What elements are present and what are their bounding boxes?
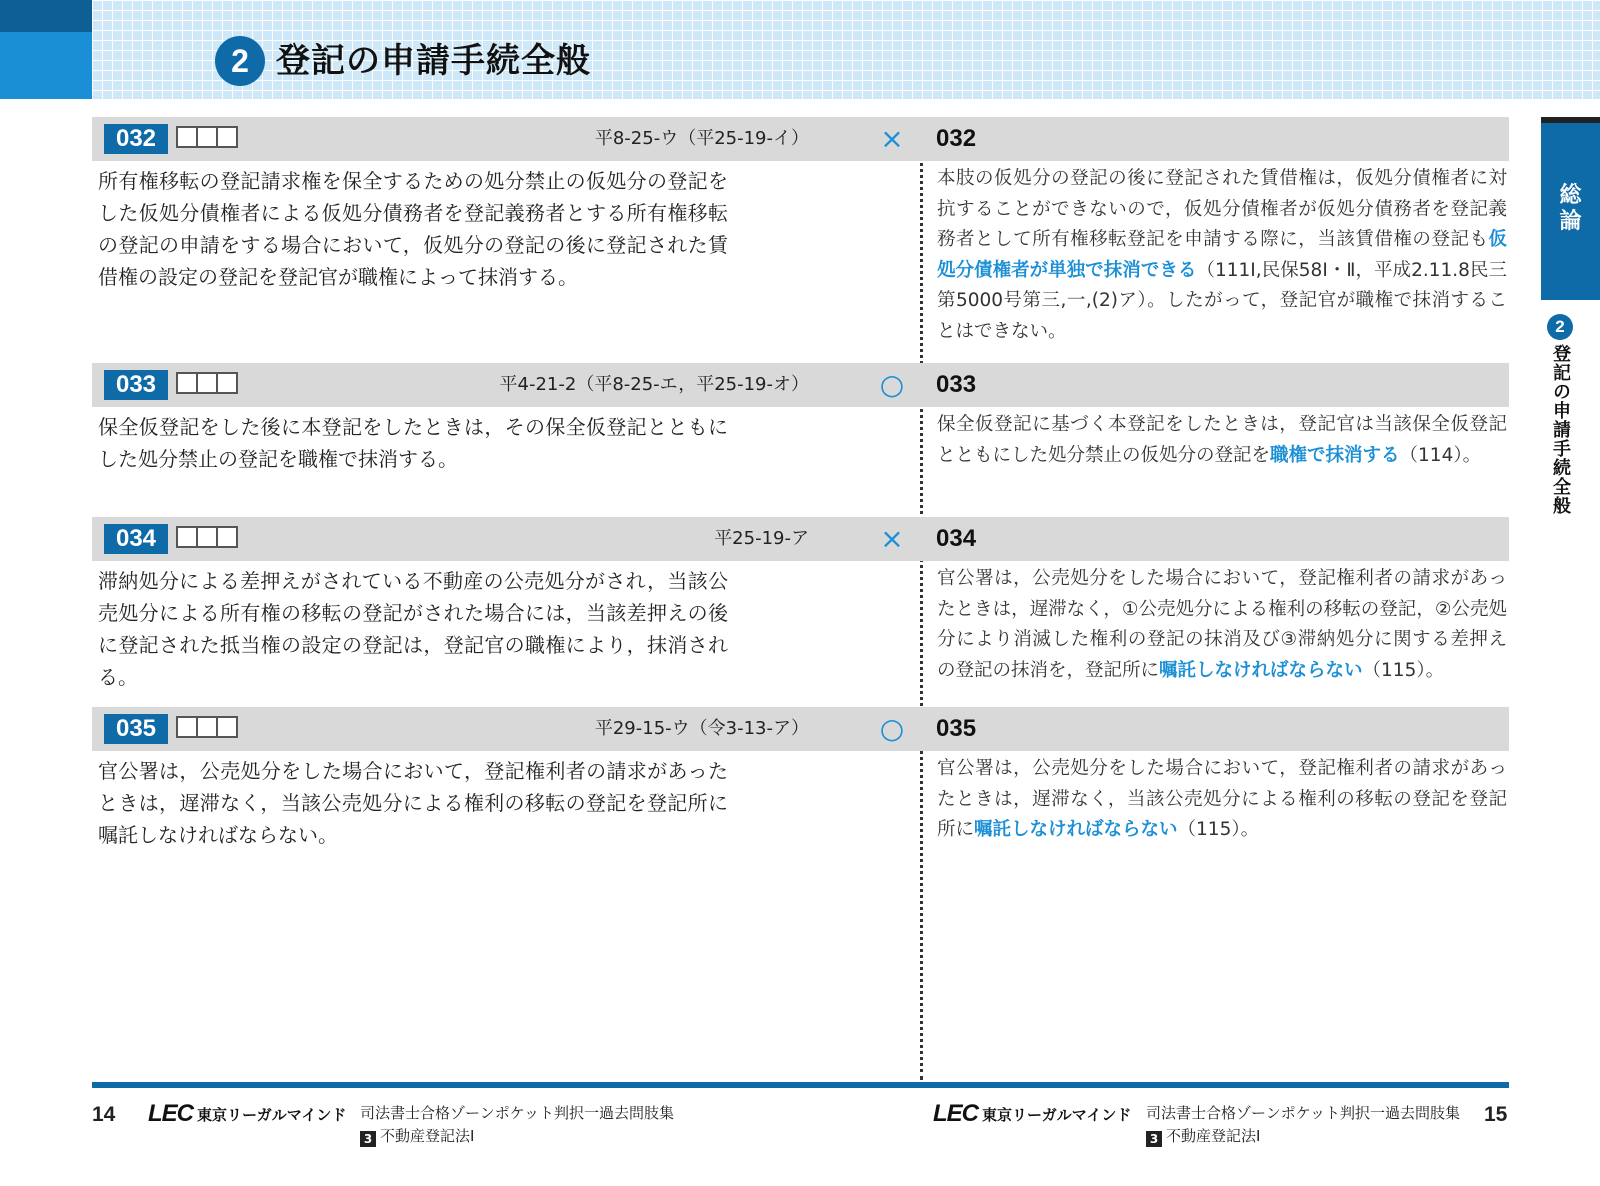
checkbox[interactable] — [176, 372, 198, 394]
checkbox[interactable] — [196, 126, 218, 148]
page-number-right: 15 — [1484, 1103, 1508, 1126]
answer-number: 033 — [936, 371, 977, 398]
question-row-035 — [92, 707, 1509, 751]
answer-mark: × — [880, 122, 904, 155]
question-row-034 — [92, 517, 1509, 561]
footer-rule — [92, 1082, 1509, 1088]
publisher-name: 東京リーガルマインド — [197, 1105, 347, 1124]
question-number: 035 — [104, 714, 168, 744]
publisher-name: 東京リーガルマインド — [982, 1105, 1132, 1124]
answer-text: 本肢の仮処分の登記の後に登記された賃借権は，仮処分債権者に対抗することができないので，仮処分債権者が仮処分債務者を登記義務者として所有権移転登記を申請する際に，当該賃借権の登記も仮処分債権者が単独で抹消できる（111Ⅰ,民保58Ⅰ・Ⅱ，平成2.11.8民三第5000号第三,一,(2)ア）。したがって，登記官が職権で抹消することはできない。 — [937, 168, 1507, 342]
answer-highlight: 職権で抹消する — [1270, 444, 1400, 466]
check-boxes[interactable] — [176, 372, 236, 396]
check-boxes[interactable] — [176, 126, 236, 150]
section-title: 登記の申請手続全般 — [276, 41, 591, 81]
question-number: 032 — [104, 124, 168, 154]
checkbox[interactable] — [216, 526, 238, 548]
check-boxes[interactable] — [176, 716, 236, 740]
side-tab-category[interactable] — [1541, 123, 1600, 300]
volume-title: 不動産登記法Ⅰ — [380, 1127, 475, 1145]
publisher-logo-right — [933, 1102, 1131, 1126]
answer-text: 官公署は，公売処分をした場合において，登記権利者の請求があったときは，遅滞なく，当該公売処分による権利の移転の登記を登記所に嘱託しなければならない（115）。 — [937, 758, 1507, 840]
checkbox[interactable] — [216, 716, 238, 738]
checkbox[interactable] — [196, 372, 218, 394]
question-source: 平25-19-ア — [714, 528, 809, 549]
question-text: 滞納処分による差押えがされている不動産の公売処分がされ，当該公売処分による所有権の移転の登記がされた場合には，当該差押えの後に登記された抵当権の設定の登記は，登記官の職権により，抹消される。 — [98, 569, 728, 689]
book-info-left — [360, 1102, 674, 1148]
question-text: 保全仮登記をした後に本登記をしたときは，その保全仮登記とともにした処分禁止の登記を職権で抹消する。 — [98, 415, 728, 471]
question-number: 033 — [104, 370, 168, 400]
book-title: 司法書士合格ゾーンポケット判択一過去問肢集 — [360, 1104, 674, 1122]
answer-highlight: 仮処分債権者が単独で抹消できる — [937, 229, 1507, 281]
question-source: 平4-21-2（平8-25-エ，平25-19-オ） — [499, 374, 809, 395]
checkbox[interactable] — [216, 372, 238, 394]
question-text: 官公署は，公売処分をした場合において，登記権利者の請求があったときは，遅滞なく，当該公売処分による権利の移転の登記を登記所に嘱託しなければならない。 — [98, 759, 728, 847]
header-color-block — [0, 0, 92, 99]
side-section-title: 登記の申請手続全般 — [1550, 344, 1571, 515]
page-number-left: 14 — [92, 1103, 116, 1126]
publisher-logo-left — [148, 1102, 346, 1126]
answer-mark: ○ — [879, 712, 905, 745]
answer-highlight: 嘱託しなければならない — [974, 819, 1178, 840]
volume-number: 3 — [1146, 1131, 1162, 1147]
answer-highlight: 嘱託しなければならない — [1159, 659, 1363, 681]
question-row-032 — [92, 117, 1509, 161]
volume-number: 3 — [360, 1131, 376, 1147]
section-number-badge: 2 — [215, 36, 265, 86]
answer-number: 034 — [936, 525, 977, 552]
book-title: 司法書士合格ゾーンポケット判択一過去問肢集 — [1146, 1104, 1460, 1122]
question-source: 平29-15-ウ（令3-13-ア） — [594, 718, 809, 739]
answer-number: 035 — [936, 715, 977, 742]
checkbox[interactable] — [176, 716, 198, 738]
answer-mark: ○ — [879, 368, 905, 401]
question-source: 平8-25-ウ（平25-19-イ） — [594, 128, 809, 149]
checkbox[interactable] — [196, 526, 218, 548]
side-tab-char-1: 総 — [1559, 183, 1582, 208]
column-divider — [920, 120, 923, 1080]
lec-logo-mark: LEC — [148, 1100, 193, 1127]
book-info-right — [1146, 1102, 1460, 1148]
question-row-033 — [92, 363, 1509, 407]
volume-title: 不動産登記法Ⅰ — [1166, 1127, 1261, 1145]
checkbox[interactable] — [176, 126, 198, 148]
answer-text: 保全仮登記に基づく本登記をしたときは，登記官は当該保全仮登記とともにした処分禁止の仮処分の登記を職権で抹消する（114）。 — [937, 414, 1507, 466]
side-tab-char-2: 論 — [1559, 209, 1582, 234]
lec-logo-mark: LEC — [933, 1100, 978, 1127]
question-text: 所有権移転の登記請求権を保全するための処分禁止の仮処分の登記をした仮処分債権者による仮処分債務者を登記義務者とする所有権移転の登記の申請をする場合において，仮処分の登記の後に登記された賃借権の設定の登記を登記官が職権によって抹消する。 — [98, 169, 728, 289]
checkbox[interactable] — [196, 716, 218, 738]
answer-mark: × — [880, 522, 904, 555]
checkbox[interactable] — [216, 126, 238, 148]
checkbox[interactable] — [176, 526, 198, 548]
check-boxes[interactable] — [176, 526, 236, 550]
question-number: 034 — [104, 524, 168, 554]
answer-text: 官公署は，公売処分をした場合において，登記権利者の請求があったときは，遅滞なく，①公売処分による権利の移転の登記，②公売処分により消滅した権利の登記の抹消及び③滞納処分に関する差押えの登記の抹消を，登記所に嘱託しなければならない（115）。 — [937, 568, 1507, 681]
answer-number: 032 — [936, 125, 977, 152]
side-section-number: 2 — [1547, 314, 1573, 340]
